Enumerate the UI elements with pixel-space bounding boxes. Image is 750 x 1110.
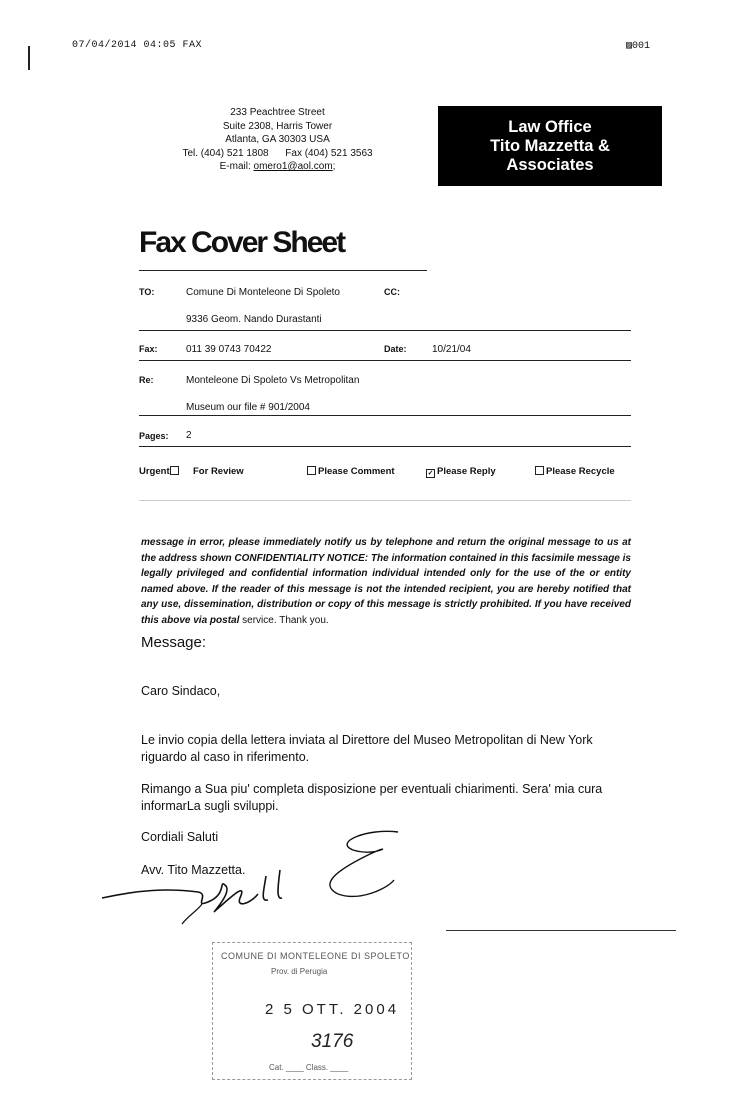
message-signer: Avv. Tito Mazzetta. xyxy=(141,863,246,877)
stamp-line-5: Cat. ____ Class. ____ xyxy=(269,1063,349,1072)
pages-label: Pages: xyxy=(139,431,169,441)
stamp-date: 2 5 OTT. 2004 xyxy=(265,1001,400,1018)
message-label: Message: xyxy=(141,634,207,651)
please-comment-option[interactable] xyxy=(307,466,395,477)
date-label: Date: xyxy=(384,344,407,354)
re-label: Re: xyxy=(139,375,154,385)
stamp-number: 3176 xyxy=(311,1031,354,1052)
page-title: Fax Cover Sheet xyxy=(139,226,345,259)
notice-body: message in error, please immediately notify us by telephone and return the original message to us at the address shown CONFIDENTIALITY NOTICE: The information contained in this facsimile message is legally privileged and confidential information individual intended only for the use of the or entity named above. If the reader of this message is not the intended recipient, you are hereby notified that any use, dissemination, distribution or copy of this message is strictly prohibited. If you have received this above via postal xyxy=(141,537,631,626)
urgent-option[interactable] xyxy=(139,466,181,477)
urgent-checkbox[interactable] xyxy=(170,466,179,475)
message-closing: Cordiali Saluti xyxy=(141,830,219,844)
logo-line-2: Tito Mazzetta & xyxy=(490,136,610,155)
to-value: Comune Di Monteleone Di Spoleto xyxy=(186,287,340,298)
please-reply-option[interactable] xyxy=(426,466,496,478)
signature-line xyxy=(446,930,676,931)
please-reply-checkbox-checked[interactable]: ✓ xyxy=(427,470,434,477)
notice-tail: service. Thank you. xyxy=(239,614,329,626)
please-reply-label: Please Reply xyxy=(437,466,496,477)
for-review-label: For Review xyxy=(193,466,244,477)
margin-mark xyxy=(28,46,30,70)
sender-email-link[interactable]: omero1@aol.com xyxy=(253,161,333,172)
confidentiality-notice xyxy=(141,535,631,628)
fax-page-code: ▨001 xyxy=(626,41,651,52)
pages-value: 2 xyxy=(186,430,192,441)
sender-street: 233 Peachtree Street xyxy=(230,107,325,118)
message-paragraph-1: Le invio copia della lettera inviata al Direttore del Museo Metropolitan di New York riguardo al caso in riferimento. xyxy=(141,733,593,764)
stamp-line-2: Prov. di Perugia xyxy=(271,967,328,976)
law-office-logo xyxy=(438,106,662,186)
protocol-stamp xyxy=(212,942,412,1080)
divider-options xyxy=(139,500,631,501)
cc-label: CC: xyxy=(384,287,400,297)
message-greeting: Caro Sindaco, xyxy=(141,684,221,698)
fax-label: Fax: xyxy=(139,344,158,354)
sender-city: Atlanta, GA 30303 USA xyxy=(225,134,330,145)
to-label: TO: xyxy=(139,287,155,297)
sender-email-label: E-mail: xyxy=(219,161,254,172)
sender-phone-line xyxy=(150,147,405,161)
sender-tel: Tel. (404) 521 1808 xyxy=(182,147,269,159)
message-paragraph-2: Rimango a Sua piu' completa disposizione per eventuali chiarimenti. Sera' mia cura informarLa sugli sviluppi. xyxy=(141,782,603,813)
divider-pages xyxy=(139,446,631,447)
divider-fax xyxy=(139,360,631,361)
fax-value: 011 39 0743 70422 xyxy=(186,344,272,355)
sender-email-suffix: ; xyxy=(332,161,336,172)
date-value: 10/21/04 xyxy=(432,344,471,355)
sender-fax: Fax (404) 521 3563 xyxy=(285,147,373,159)
re-value-2: Museum our file # 901/2004 xyxy=(186,402,310,413)
please-recycle-checkbox[interactable] xyxy=(535,466,544,475)
urgent-label: Urgent xyxy=(139,466,170,477)
logo-line-3: Associates xyxy=(506,155,594,174)
to-value-2: 9336 Geom. Nando Durastanti xyxy=(186,314,322,325)
please-recycle-label: Please Recycle xyxy=(546,466,615,477)
logo-line-1: Law Office xyxy=(508,117,592,136)
sender-suite: Suite 2308, Harris Tower xyxy=(222,120,333,132)
sender-address xyxy=(150,106,405,174)
please-recycle-option[interactable] xyxy=(535,466,615,477)
handwritten-signature xyxy=(98,828,418,943)
divider-to xyxy=(139,330,631,331)
sender-email-line xyxy=(150,160,405,174)
stamp-line-1: COMUNE DI MONTELEONE DI SPOLETO xyxy=(221,951,410,961)
title-divider xyxy=(139,270,427,271)
re-value: Monteleone Di Spoleto Vs Metropolitan xyxy=(186,375,360,386)
fax-timestamp: 07/04/2014 04:05 FAX xyxy=(72,40,203,51)
please-comment-checkbox[interactable] xyxy=(307,466,316,475)
divider-re xyxy=(139,415,631,416)
please-comment-label: Please Comment xyxy=(318,466,395,477)
